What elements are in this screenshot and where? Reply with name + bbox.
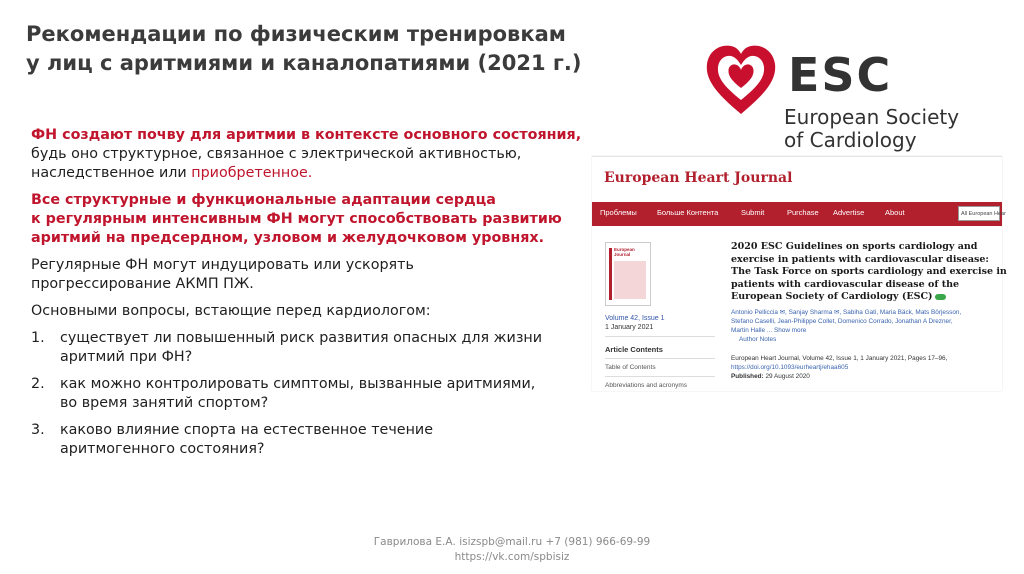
nav-item-about[interactable]: About <box>885 208 905 217</box>
article-title: 2020 ESC Guidelines on sports cardiology and exercise in patients with cardiovascular disease: The Task Force on sports cardiology and exercise in patients with cardiovascular disease of the European Society of Cardiology (ESC) <box>731 241 1007 302</box>
footer-line-2: https://vk.com/spbisiz <box>454 551 570 563</box>
abbreviations-link[interactable]: Abbreviations and acronyms <box>605 382 688 389</box>
esc-full-name <box>784 106 959 152</box>
p3-line-1: Регулярные ФН могут индуцировать или ускорять <box>31 257 414 273</box>
nav-item-more-content[interactable]: Больше Контента <box>657 208 719 217</box>
list-item <box>31 375 591 413</box>
nav-item-purchase[interactable]: Purchase <box>787 208 819 217</box>
footer-contact <box>340 535 684 565</box>
journal-screenshot <box>592 156 1007 391</box>
cover-title: European Journal <box>614 247 635 257</box>
p2-line-3: аритмий на предсердном, узловом и желудочковом уровнях. <box>31 230 545 246</box>
article-citation <box>731 354 997 381</box>
list-item-line-2: во время занятий спортом? <box>60 395 269 411</box>
list-item-line-2: аритмий при ФН? <box>60 349 193 365</box>
journal-search-input[interactable]: All European Hear <box>958 206 1000 221</box>
p1-line-3b: приобретенное. <box>191 165 313 181</box>
p2-line-2: к регулярным интенсивным ФН могут способствовать развитию <box>31 211 562 227</box>
paragraph-3 <box>31 256 591 294</box>
issue-date: 1 January 2021 <box>605 324 654 331</box>
article-authors[interactable]: Antonio Pelliccia ✉, Sanjay Sharma ✉, Sabiha Gati, Maria Bäck, Mats Börjesson, Stefano Caselli, Jean-Philippe Collet, Domenico Corrado, Jonathan A Drezner, Martin Halle ... Show more Author Notes <box>731 308 997 344</box>
list-item-line-1: существует ли повышенный риск развития опасных для жизни <box>60 330 543 346</box>
author-notes-link[interactable]: Author Notes <box>739 335 777 343</box>
p1-line-3 <box>31 164 591 183</box>
citation-line: European Heart Journal, Volume 42, Issue 1, 1 January 2021, Pages 17–96, <box>731 354 948 362</box>
list-number: 3. <box>31 422 45 438</box>
article-info <box>731 241 1007 381</box>
body-text <box>31 126 591 467</box>
title-line-2: у лиц с аритмиями и каналопатиями (2021 г.) <box>26 51 582 75</box>
issue-volume-link[interactable]: Volume 42, Issue 1 <box>605 315 665 322</box>
list-item-line-1: как можно контролировать симптомы, вызванные аритмиями, <box>60 376 536 392</box>
list-item-line-2: аритмогенного состояния? <box>60 441 265 457</box>
p2-line-1: Все структурные и функциональные адаптации сердца <box>31 192 496 208</box>
nav-item-advertise[interactable]: Advertise <box>833 208 865 217</box>
journal-cover-image <box>605 242 651 306</box>
list-item <box>31 421 591 459</box>
slide-title <box>26 20 606 78</box>
issue-sidebar <box>605 314 715 390</box>
p1-line-3a: наследственное или <box>31 165 192 181</box>
paragraph-4 <box>31 302 591 321</box>
published-line: Published: 29 August 2020 <box>731 372 810 380</box>
list-item-line-1: каково влияние спорта на естественное течение <box>60 422 434 438</box>
esc-acronym: ESC <box>788 48 893 102</box>
doi-link[interactable]: https://doi.org/10.1093/eurheartj/ehaa605 <box>731 363 849 371</box>
esc-heart-icon <box>703 40 779 120</box>
p1-line-1: ФН создают почву для аритмии в контексте основного состояния, <box>31 127 582 143</box>
list-item <box>31 329 591 367</box>
p4-line-1: Основными вопросы, встающие перед кардиологом: <box>31 303 431 319</box>
footer-line-1: Гаврилова Е.А. isizspb@mail.ru +7 (981) 966-69-99 <box>373 536 651 548</box>
question-list <box>31 329 591 459</box>
toc-link[interactable]: Table of Contents <box>605 364 656 371</box>
paragraph-1 <box>31 126 591 183</box>
esc-sub-line-1: European Society <box>784 105 960 129</box>
journal-brand: European Heart Journal <box>604 170 793 186</box>
p1-line-2: будь оно структурное, связанное с электрической активностью, <box>31 146 522 162</box>
article-contents-heading: Article Contents <box>605 345 663 354</box>
list-number: 2. <box>31 376 45 392</box>
paragraph-2 <box>31 191 591 248</box>
title-line-1: Рекомендации по физическим тренировкам <box>26 22 566 46</box>
journal-nav-bar <box>592 202 1006 226</box>
open-access-icon <box>935 294 946 300</box>
esc-logo <box>703 36 1003 156</box>
esc-sub-line-2: of Cardiology <box>784 128 917 152</box>
p3-line-2: прогрессирование АКМП ПЖ. <box>31 276 254 292</box>
nav-item-problems[interactable]: Проблемы <box>600 208 637 217</box>
nav-item-submit[interactable]: Submit <box>741 208 765 217</box>
list-number: 1. <box>31 330 45 346</box>
